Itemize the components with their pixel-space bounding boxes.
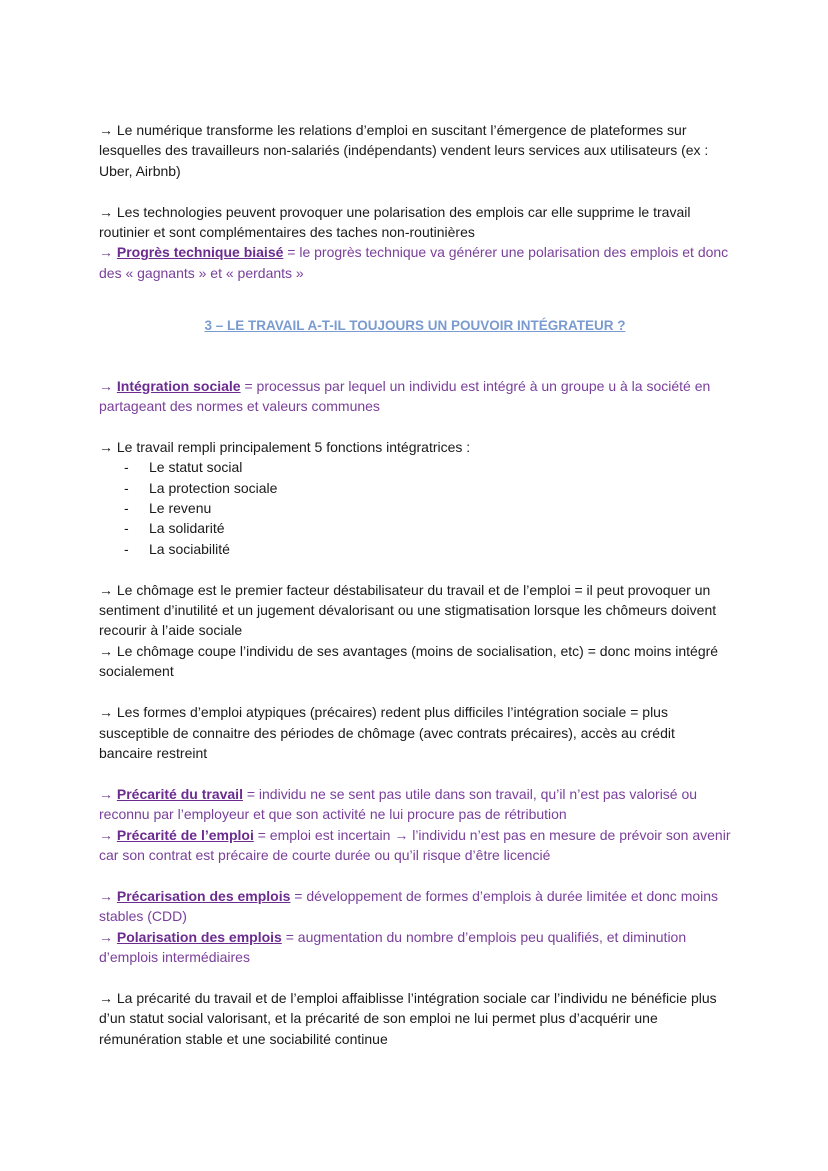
arrow-icon: →: [99, 438, 113, 455]
fonctions-list: [99, 457, 731, 559]
arrow-icon: →: [99, 704, 113, 721]
list-item: - La solidarité: [99, 518, 731, 538]
list-item: - Le revenu: [99, 498, 731, 518]
arrow-icon: →: [99, 785, 113, 802]
dash-icon: -: [124, 500, 129, 517]
term-integration-sociale: Intégration sociale: [116, 377, 241, 394]
arrow-icon: →: [99, 203, 113, 220]
arrow-icon: →: [99, 377, 113, 394]
term-progres-technique-biaise: Progrès technique biaisé: [116, 244, 284, 261]
paragraph-chomage-destabilisateur: → Le chômage est le premier facteur déstabilisateur du travail et de l’emploi = il peut provoquer un sentiment d’inutilité et un jugement dévalorisant ou une stigmatisation lorsque les chômeurs doivent recourir à l’aide sociale: [99, 581, 717, 639]
arrow-icon: →: [99, 928, 113, 945]
list-item: - La protection sociale: [99, 478, 731, 498]
arrow-icon: →: [99, 989, 113, 1006]
definition-precarite-travail: → Précarité du travail = individu ne se sent pas utile dans son travail, qu’il n’est pas valorisé ou reconnu par l’employeur et que son activité ne lui procure pas de rétribution: [99, 785, 698, 823]
paragraph-chomage-avantages: → Le chômage coupe l’individu de ses avantages (moins de socialisation, etc) = donc moins intégré socialement: [99, 642, 719, 680]
term-precarisation-emplois: Précarisation des emplois: [116, 887, 291, 904]
section-heading: 3 – LE TRAVAIL A-T-IL TOUJOURS UN POUVOIR INTÉGRATEUR ?: [204, 318, 626, 334]
paragraph-fonctions-integratrices: → Le travail rempli principalement 5 fonctions intégratrices :: [99, 438, 471, 455]
definition-progres-technique-biaise: → Progrès technique biaisé = le progrès technique va générer une polarisation des emplois et donc des « gagnants » et « perdants »: [99, 244, 729, 281]
document-page: [99, 120, 731, 1049]
list-item: - Le statut social: [99, 457, 731, 477]
dash-icon: -: [124, 540, 129, 557]
arrow-icon: →: [99, 122, 113, 138]
arrow-icon: →: [99, 887, 113, 904]
arrow-icon: →: [99, 244, 113, 261]
arrow-icon: →: [99, 581, 113, 598]
list-item: - La sociabilité: [99, 539, 731, 559]
paragraph-conclusion: → La précarité du travail et de l’emploi affaiblisse l’intégration sociale car l’individu ne bénéficie plus d’un statut social valorisant, et la précarité de son emploi ne lui permet plus d’acquérir une rémunération stable et une sociabilité continue: [99, 989, 717, 1047]
paragraph-technologies: → Les technologies peuvent provoquer une polarisation des emplois car elle supprime le travail routinier et sont complémentaires des taches non-routinières: [99, 203, 691, 241]
paragraph-emploi-atypique: → Les formes d’emploi atypiques (précaires) redent plus difficiles l’intégration sociale = plus susceptible de connaitre des périodes de chômage (avec contrats précaires), accès au crédit bancaire restreint: [99, 704, 675, 761]
term-polarisation-emplois: Polarisation des emplois: [116, 928, 282, 945]
dash-icon: -: [124, 459, 129, 476]
arrow-icon: →: [394, 826, 409, 843]
definition-integration-sociale: → Intégration sociale = processus par lequel un individu est intégré à un groupe u à la société en partageant des normes et valeurs communes: [99, 377, 711, 415]
term-precarite-emploi: Précarité de l’emploi: [116, 826, 254, 843]
arrow-icon: →: [99, 826, 113, 843]
dash-icon: -: [124, 479, 129, 496]
arrow-icon: →: [99, 642, 113, 659]
definition-polarisation-emplois: → Polarisation des emplois = augmentation du nombre d’emplois peu qualifiés, et diminution d’emplois intermédiaires: [99, 928, 687, 965]
paragraph-numerique: → Le numérique transforme les relations d’emploi en suscitant l’émergence de plateformes sur lesquelles des travailleurs non-salariés (indépendants) vendent leurs services aux utilisateurs (ex : Uber, Airbnb): [99, 122, 709, 179]
term-precarite-travail: Précarité du travail: [116, 785, 243, 802]
definition-precarisation-emplois: → Précarisation des emplois = développement de formes d’emplois à durée limitée et donc moins stables (CDD): [99, 887, 719, 925]
dash-icon: -: [124, 520, 129, 537]
definition-precarite-emploi: → Précarité de l’emploi = emploi est incertain → l’individu n’est pas en mesure de prévoir son avenir car son contrat est précaire de courte durée ou qu’il risque d’être licencié: [99, 826, 731, 863]
